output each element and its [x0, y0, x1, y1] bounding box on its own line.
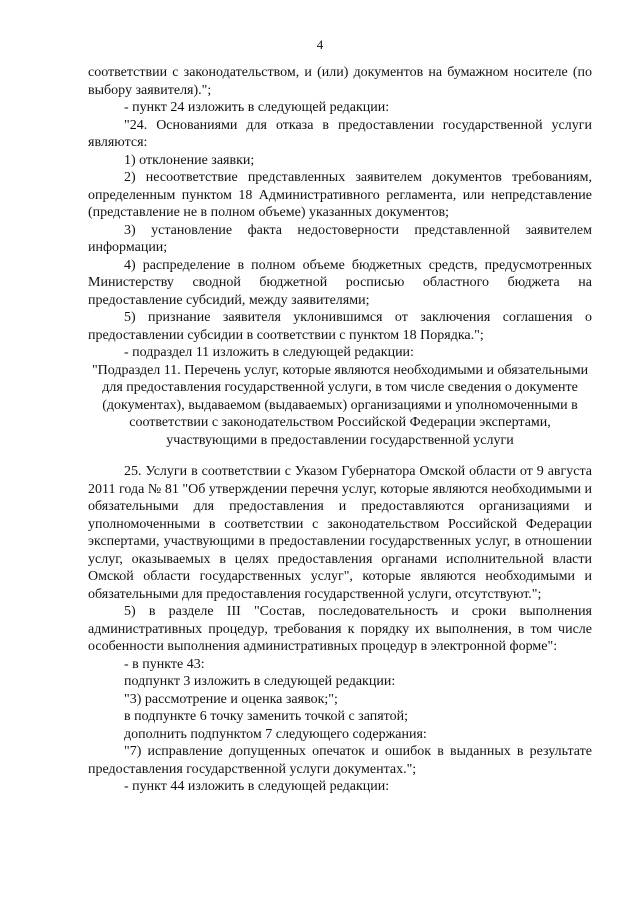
paragraph: - подраздел 11 изложить в следующей редакции: [124, 345, 414, 360]
document-body [88, 64, 592, 796]
paragraph: "24. Основаниями для отказа в предоставлении государственной услуги являются: [88, 117, 592, 150]
paragraph: "7) исправление допущенных опечаток и ошибок в выданных в результате предоставления государственной услуги документах."; [88, 744, 592, 777]
paragraph: дополнить подпунктом 7 следующего содержания: [124, 726, 427, 742]
list-item: 1) отклонение заявки; [124, 152, 255, 168]
list-item: 3) установление факта недостоверности представленной заявителем информации; [88, 222, 592, 255]
subsection-heading: "Подраздел 11. Перечень услуг, которые являются необходимыми и обязательными для предоставления государственной услуги, в том числе сведения о документе (документах), выдаваемом (выдаваемых) организациями и уполномоченными в соответствии с законодательством Российской Федерации экспертами, участвующими в предоставлении государственной услуги [91, 362, 589, 448]
paragraph: - в пункте 43: [124, 656, 205, 672]
list-item: 4) распределение в полном объеме бюджетных средств, предусмотренных Министерству сводной бюджетной росписью областного бюджета на предоставление субсидий, между заявителями; [88, 257, 592, 308]
paragraph: подпункт 3 изложить в следующей редакции: [124, 674, 396, 689]
paragraph: - пункт 44 изложить в следующей редакции: [124, 779, 390, 794]
list-item: 5) признание заявителя уклонившимся от заключения соглашения о предоставлении субсидии в соответствии с пунктом 18 Порядка."; [88, 310, 592, 343]
paragraph: соответствии с законодательством, и (или) документов на бумажном носителе (по выбору заявителя)."; [88, 65, 592, 98]
paragraph: в подпункте 6 точку заменить точкой с запятой; [124, 709, 408, 724]
page-number: 4 [316, 37, 324, 52]
paragraph: - пункт 24 изложить в следующей редакции: [124, 100, 390, 115]
paragraph: 5) в разделе III "Состав, последовательность и сроки выполнения административных процедур, требования к порядку их выполнения, в том числе особенности выполнения административных процедур в электронной форме": [88, 604, 592, 654]
paragraph: "3) рассмотрение и оценка заявок;"; [124, 691, 338, 707]
paragraph: 25. Услуги в соответствии с Указом Губернатора Омской области от 9 августа 2011 года № 81 "Об утверждении перечня услуг, которые являются необходимыми и обязательными для предоставления и предоставляются организациями и уполномоченными в соответствии с законодательством Российской Федерации экспертами, участвующими в предоставлении государственных услуг, в отношении услуг, оказываемых в целях предоставления органами исполнительной власти Омской области государственных услуг", которые являются необходимыми и обязательными для предоставления государственной услуги, отсутствуют."; [88, 464, 592, 602]
list-item: 2) несоответствие представленных заявителем документов требованиям, определенным пунктом 18 Административного регламента, или непредставление (представление не в полном объеме) указанных документов; [88, 170, 592, 220]
